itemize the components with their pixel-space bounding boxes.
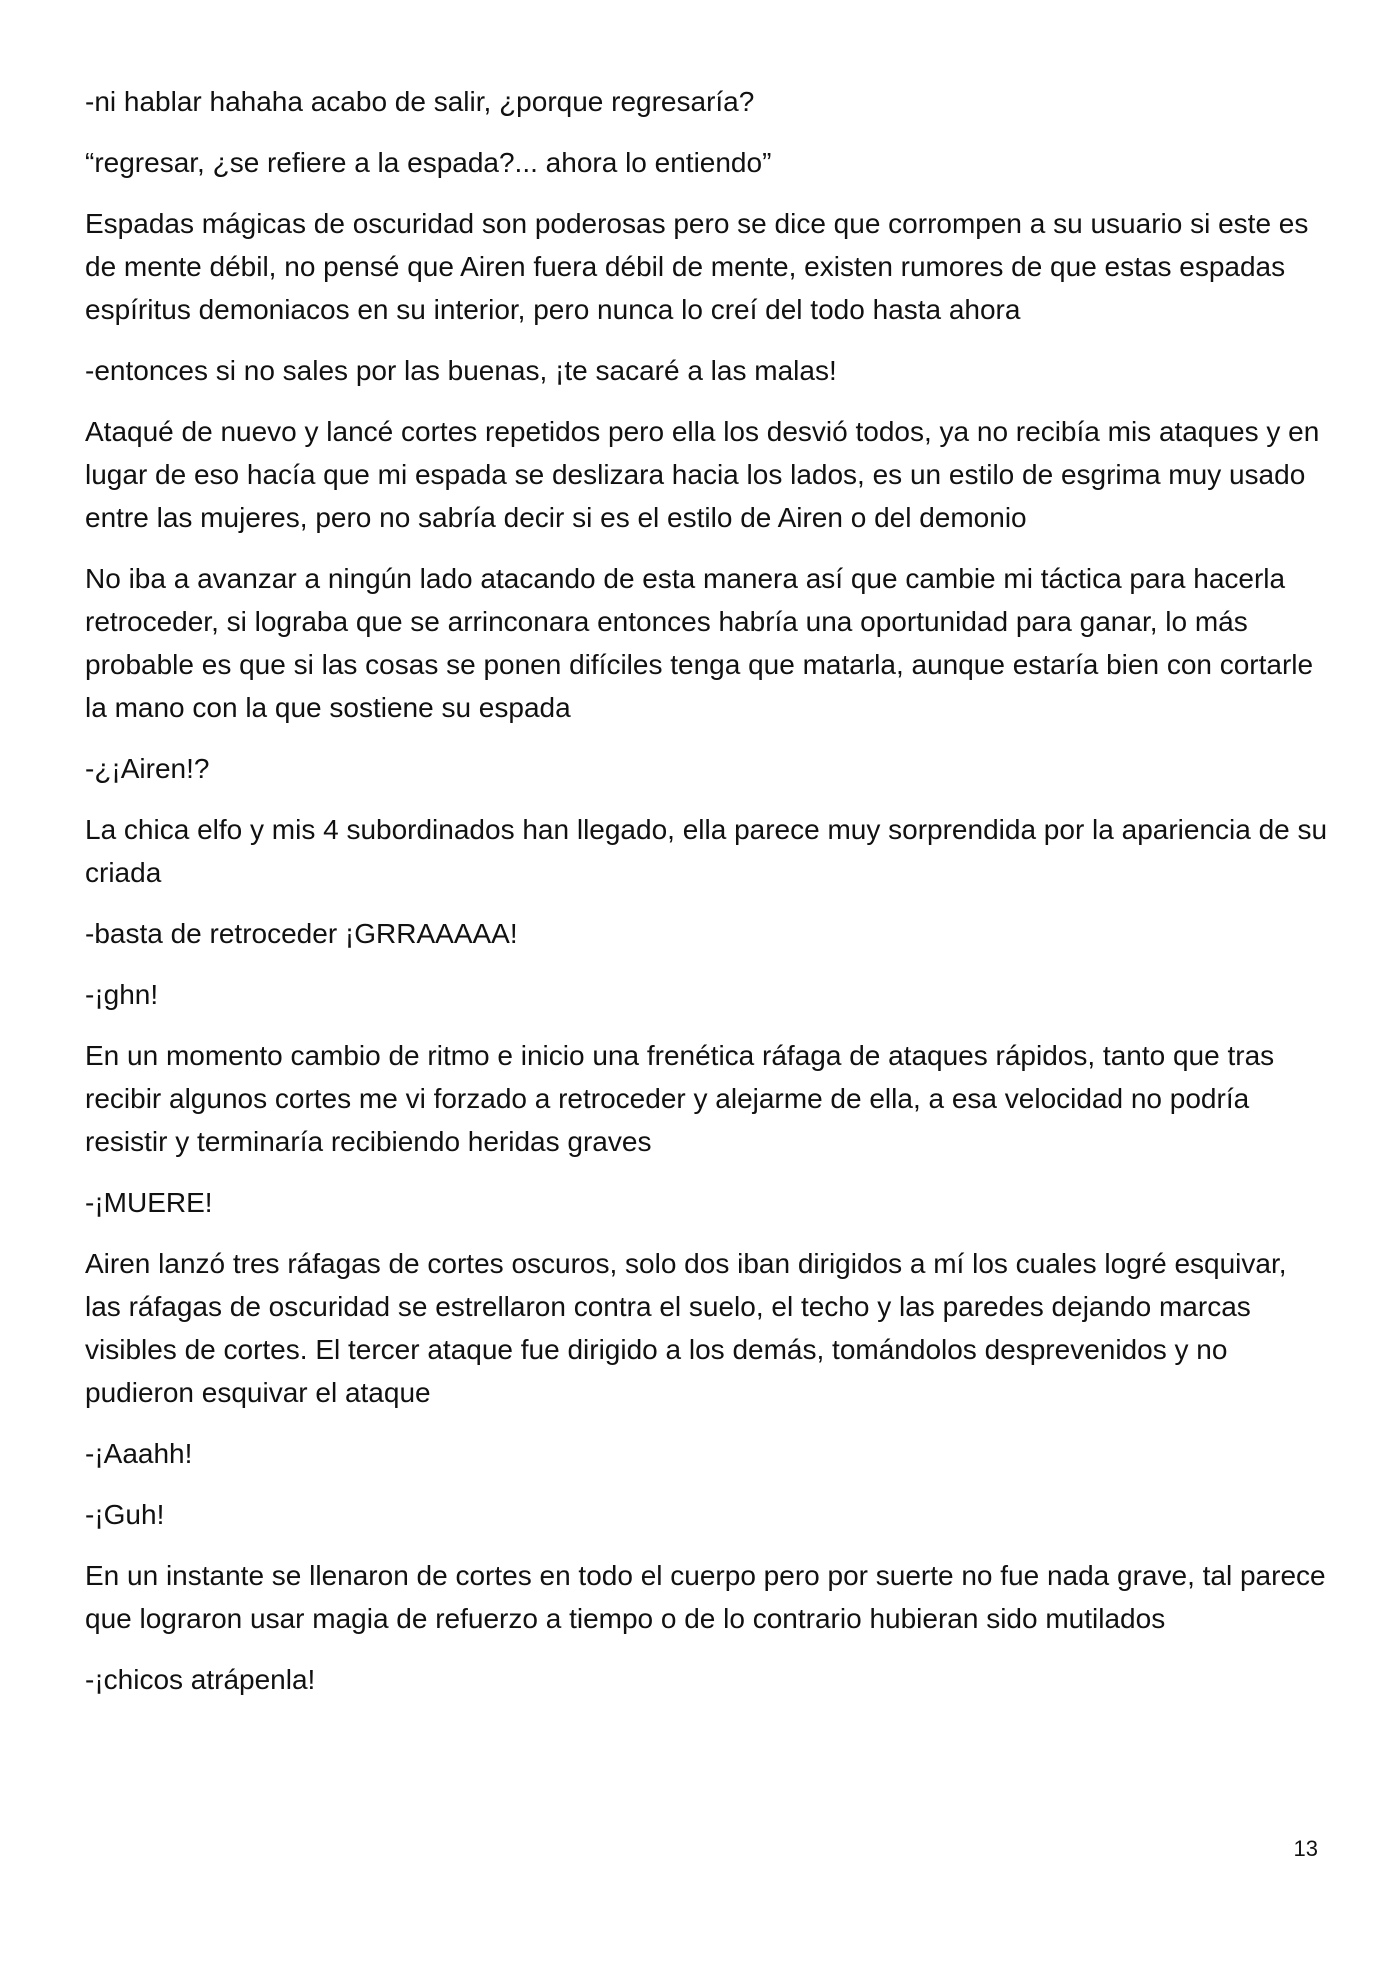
paragraph-3: Espadas mágicas de oscuridad son poderosas pero se dice que corrompen a su usuario si este es de mente débil, no pensé que Airen fuera débil de mente, existen rumores de que estas espadas espíritus demoniacos en su interior, pero nunca lo creí del todo hasta ahora [85,208,1309,325]
paragraph-16: En un instante se llenaron de cortes en todo el cuerpo pero por suerte no fue nada grave, tal parece que lograron usar magia de refuerzo a tiempo o de lo contrario hubieran sido mutilados [85,1560,1326,1634]
paragraph-13: Airen lanzó tres ráfagas de cortes oscuros, solo dos iban dirigidos a mí los cuales logré esquivar, las ráfagas de oscuridad se estrellaron contra el suelo, el techo y las paredes dejando marcas visibles de cortes. El tercer ataque fue dirigido a los demás, tomándolos desprevenidos y no pudieron esquivar el ataque [85,1248,1287,1408]
paragraph-4: -entonces si no sales por las buenas, ¡te sacaré a las malas! [85,355,837,386]
paragraph-1: -ni hablar hahaha acabo de salir, ¿porque regresaría? [85,86,755,117]
paragraph-10: -¡ghn! [85,979,159,1010]
paragraph-6: No iba a avanzar a ningún lado atacando de esta manera así que cambie mi táctica para hacerla retroceder, si lograba que se arrinconara entonces habría una oportunidad para ganar, lo más probable es que si las cosas se ponen difíciles tenga que matarla, aunque estaría bien con cortarle la mano con la que sostiene su espada [85,563,1314,723]
paragraph-12: -¡MUERE! [85,1187,213,1218]
paragraph-15: -¡Guh! [85,1499,165,1530]
paragraph-11: En un momento cambio de ritmo e inicio una frenética ráfaga de ataques rápidos, tanto que tras recibir algunos cortes me vi forzado a retroceder y alejarme de ella, a esa velocidad no podría resistir y terminaría recibiendo heridas graves [85,1040,1275,1157]
page-body [85,80,1330,1719]
paragraph-17: -¡chicos atrápenla! [85,1664,316,1695]
page-number: 13 [1293,1836,1318,1861]
paragraph-7: -¿¡Airen!? [85,753,210,784]
paragraph-8: La chica elfo y mis 4 subordinados han llegado, ella parece muy sorprendida por la apariencia de su criada [85,814,1328,888]
paragraph-5: Ataqué de nuevo y lancé cortes repetidos pero ella los desvió todos, ya no recibía mis ataques y en lugar de eso hacía que mi espada se deslizara hacia los lados, es un estilo de esgrima muy usado entre las mujeres, pero no sabría decir si es el estilo de Airen o del demonio [85,416,1320,533]
paragraph-2: “regresar, ¿se refiere a la espada?... ahora lo entiendo” [85,147,772,178]
paragraph-14: -¡Aaahh! [85,1438,193,1469]
paragraph-9: -basta de retroceder ¡GRRAAAAA! [85,918,518,949]
